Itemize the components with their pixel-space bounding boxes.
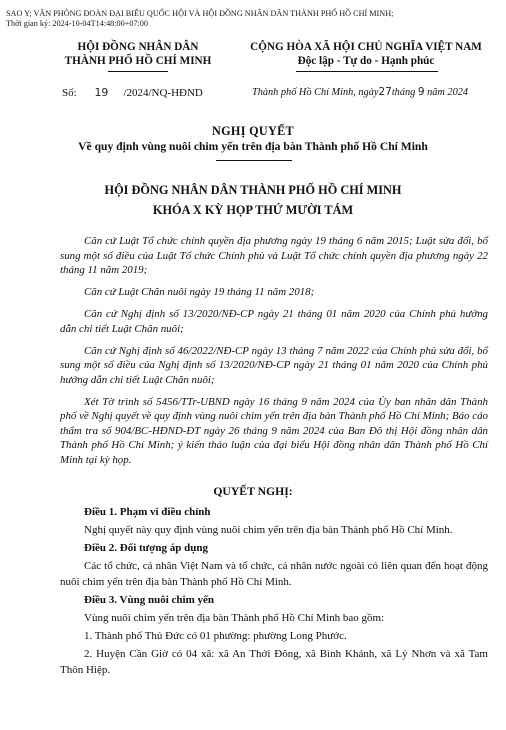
document-subject: Về quy định vùng nuôi chim yến trên địa bàn Thành phố Hồ Chí Minh [78, 140, 428, 153]
doc-number-suffix: /2024/NQ-HĐND [123, 87, 203, 99]
national-motto: Độc lập - Tự do - Hạnh phúc [297, 55, 435, 67]
issuer-line-2: THÀNH PHỐ HỒ CHÍ MINH [64, 55, 212, 67]
articles [60, 504, 488, 680]
legal-basis-item: Căn cứ Luật Tổ chức chính quyền địa phương ngày 19 tháng 6 năm 2015; Luật sửa đổi, bổ sung một số điều của Luật Tổ chức Chính phủ và Luật Tổ chức chính quyền địa phương ngày 22 tháng 11 năm 2019; [60, 235, 488, 276]
article-3-item-1: 1. Thành phố Thủ Đức có 01 phường: phường Long Phước. [84, 630, 347, 642]
article-3-paragraph: Vùng nuôi chim yến trên địa bàn Thành phố Hồ Chí Minh bao gồm: [84, 612, 385, 624]
legal-basis-item: Căn cứ Nghị định số 46/2022/NĐ-CP ngày 13 tháng 7 năm 2022 của Chính phủ sửa đổi, bổ sung một số điều của Nghị định số 13/2020/NĐ-CP ngày 21 tháng 01 năm 2020 của Chính phủ hướng dẫn chi tiết Luật Chăn nuôi; [60, 344, 488, 386]
subject-underline [216, 160, 292, 161]
council-name: HỘI ĐỒNG NHÂN DÂN THÀNH PHỐ HỒ CHÍ MINH [104, 183, 402, 197]
date-year: năm 2024 [427, 87, 469, 98]
issuer-block [50, 40, 226, 68]
article-3-heading: Điều 3. Vùng nuôi chim yến [84, 594, 214, 606]
digital-signature-stamp [6, 9, 504, 29]
council-heading [0, 180, 506, 220]
legal-bases [60, 234, 488, 475]
date-day-handwritten: 27 [378, 86, 392, 98]
nation-name: CỘNG HÒA XÃ HỘI CHỦ NGHĨA VIỆT NAM [250, 41, 482, 53]
issuer-underline [108, 71, 168, 72]
date-month-label: tháng [391, 87, 416, 98]
legal-basis-item: Căn cứ Nghị định số 13/2020/NĐ-CP ngày 21 tháng 01 năm 2020 của Chính phủ hướng dẫn chi tiết Luật Chăn nuôi; [60, 308, 488, 335]
council-session: KHÓA X KỲ HỌP THỨ MƯỜI TÁM [152, 203, 354, 217]
stamp-line-1: SAO Y; VĂN PHÒNG ĐOÀN ĐẠI BIỂU QUỐC HỘI VÀ HỘI ĐỒNG NHÂN DÂN THÀNH PHỐ HỒ CHÍ MINH; [6, 9, 394, 18]
legal-basis-item: Căn cứ Luật Chăn nuôi ngày 19 tháng 11 năm 2018; [84, 286, 315, 298]
issue-date [252, 86, 468, 98]
document-number [62, 86, 203, 99]
doc-number-label: Số: [62, 87, 77, 99]
date-prefix: Thành phố Hồ Chí Minh, ngày [252, 87, 379, 98]
date-month-handwritten: 9 [417, 86, 425, 98]
article-2-heading: Điều 2. Đối tượng áp dụng [84, 542, 208, 554]
article-3-item-2: 2. Huyện Cần Giờ có 04 xã: xã An Thới Đông, xã Bình Khánh, xã Lý Nhơn và xã Tam Thôn Hiệp. [60, 648, 488, 676]
nation-block [226, 40, 506, 68]
article-1-heading: Điều 1. Phạm vi điều chỉnh [84, 506, 211, 518]
doc-number-handwritten: 19 [94, 86, 109, 99]
article-1-paragraph: Nghị quyết này quy định vùng nuôi chim yến trên địa bàn Thành phố Hồ Chí Minh. [84, 524, 453, 536]
legal-basis-item: Xét Tờ trình số 5456/TTr-UBND ngày 16 tháng 9 năm 2024 của Ủy ban nhân dân Thành phố về Nghị quyết về quy định vùng nuôi chim yến trên địa bàn Thành phố Hồ Chí Minh; Báo cáo thẩm tra số 904/BC-HĐND-ĐT ngày 26 tháng 9 năm 2024 của Ban Đô thị Hội đồng nhân dân Thành phố Hồ Chí Minh; ý kiến thảo luận của đại biểu Hội đồng nhân dân Thành phố Hồ Chí Minh tại kỳ họp. [60, 395, 488, 466]
article-2-paragraph: Các tổ chức, cá nhân Việt Nam và tổ chức, cá nhân nước ngoài có liên quan đến hoạt động nuôi chim yến trên địa bàn Thành phố Hồ Chí Minh. [60, 560, 488, 588]
decision-heading: QUYẾT NGHỊ: [213, 485, 293, 498]
issuer-line-1: HỘI ĐỒNG NHÂN DÂN [77, 41, 199, 53]
document-title: NGHỊ QUYẾT [212, 124, 294, 138]
stamp-line-2: Thời gian ký: 2024-10-04T14:48:00+07:00 [6, 19, 148, 28]
motto-underline [296, 71, 438, 72]
